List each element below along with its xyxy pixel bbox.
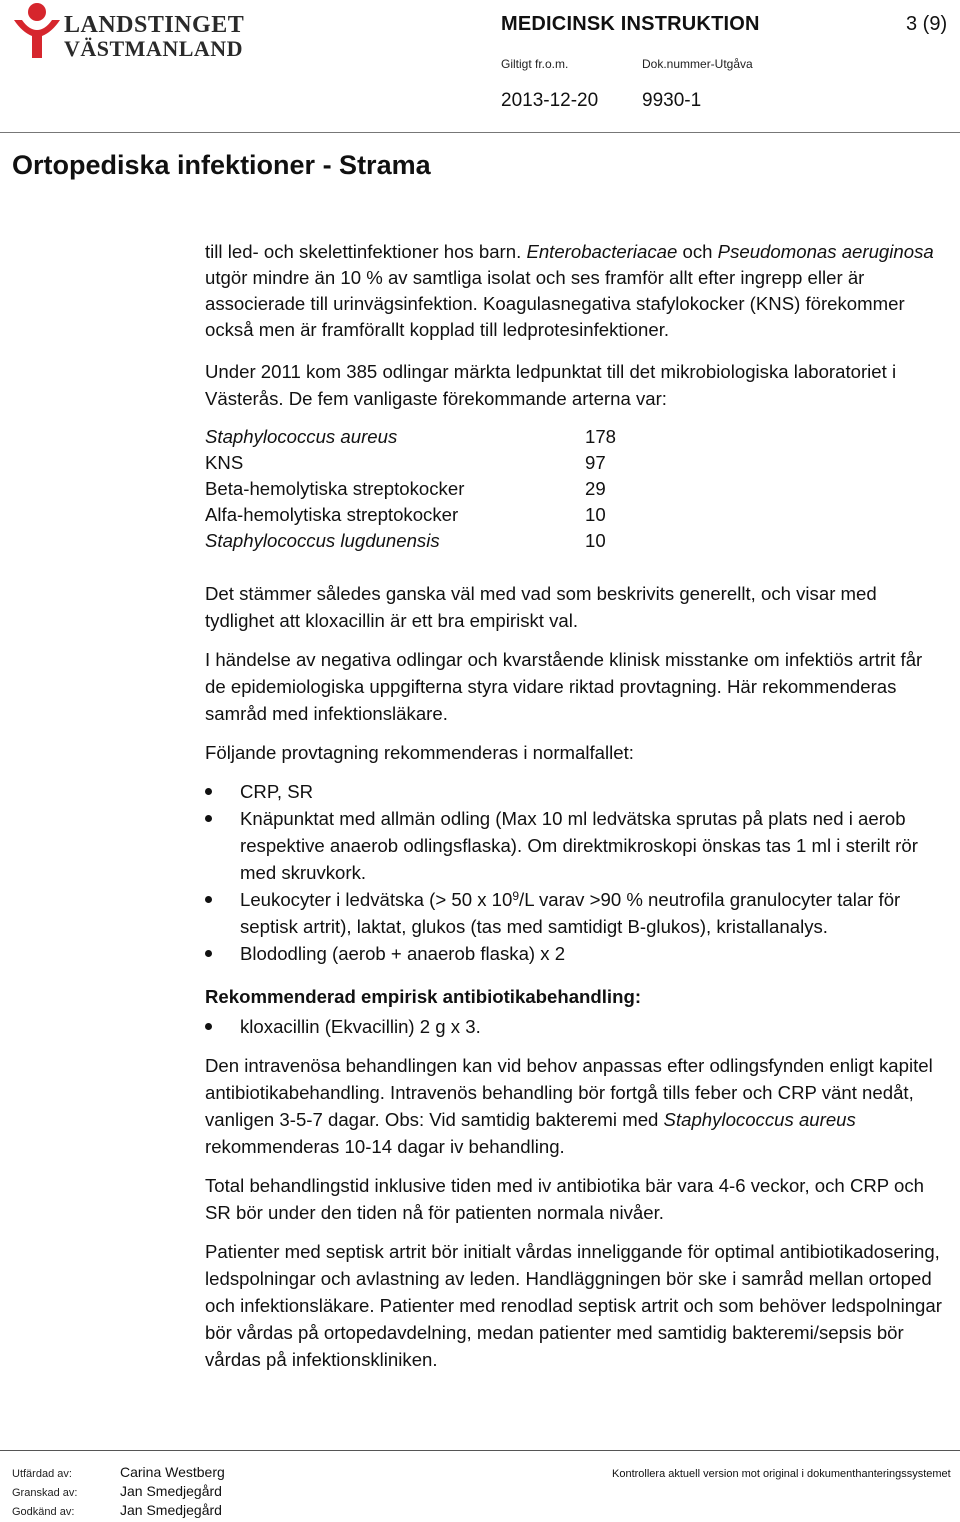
organism-name: Enterobacteriacae [526, 241, 678, 262]
approved-by-label: Godkänd av: [12, 1506, 75, 1518]
reviewed-by-label: Granskad av: [12, 1487, 78, 1499]
paragraph-negative-cultures: I händelse av negativa odlingar och kvarstående klinisk misstanke om infektiös artrit får de epidemiologiska uppgifterna styra vidare riktad provtagning. Här rekommenderas samråd med infektionsläkare. [205, 649, 923, 724]
species-count: 97 [585, 452, 606, 473]
species-name: Staphylococcus lugdunensis [205, 530, 440, 551]
valid-from-label: Giltigt fr.o.m. [501, 57, 569, 71]
species-name: Staphylococcus aureus [205, 426, 398, 447]
section-heading: Rekommenderad empirisk antibiotikabehandling: [205, 986, 642, 1007]
paragraph-duration: Total behandlingstid inklusive tiden med iv antibiotika bär vara 4-6 veckor, och CRP och SR bör under den tiden nå för patienten normala nivåer. [205, 1175, 925, 1223]
footer-version-note: Kontrollera aktuell version mot original i dokumenthanteringssystemet [612, 1468, 951, 1480]
bullet-icon [205, 815, 212, 822]
reviewed-by-name: Jan Smedjegård [120, 1483, 222, 1499]
document-type: MEDICINSK INSTRUKTION [501, 13, 760, 35]
organism-name: Pseudomonas aeruginosa [717, 241, 934, 262]
paragraph-iv-treatment: Den intravenösa behandlingen kan vid behov anpassas efter odlingsfynden enligt kapitel antibiotikabehandling. Intravenös behandling bör fortgå tills feber och CRP vänt nedåt, vanligen 3-5-7 dagar. Obs: Vid samtidig bakteremi med Staphylococcus aureus rekommenderas 10-14 dagar iv behandling. [205, 1055, 933, 1157]
approved-by-name: Jan Smedjegård [120, 1502, 222, 1518]
page-number: 3 (9) [906, 13, 948, 35]
bullet-icon [205, 896, 212, 903]
bullet-icon [205, 788, 212, 795]
list-item: Blododling (aerob + anaerob flaska) x 2 [240, 943, 566, 964]
issued-by-label: Utfärdad av: [12, 1468, 72, 1480]
logo-text-line1: LANDSTINGET [64, 12, 245, 38]
list-item: CRP, SR [240, 781, 314, 802]
species-name: Alfa-hemolytiska streptokocker [205, 504, 459, 525]
species-name: KNS [205, 452, 244, 473]
paragraph-inpatient: Patienter med septisk artrit bör initialt vårdas inneliggande för optimal antibiotikadosering, ledspolningar och avlastning av leden. Handläggningen bör ske i samråd mellan ortoped och infektionsläkare. Patienter med renodlad septisk artrit och som behöver ledspolningar bör vårdas på ortopedavdelning, medan patienter med samtidig bakteremi/sepsis bör vårdas på infektionskliniken. [205, 1241, 942, 1370]
page-title: Ortopediska infektioner - Strama [12, 150, 431, 180]
paragraph-conclusion: Det stämmer således ganska väl med vad som beskrivits generellt, och visar med tydlighet att kloxacillin är ett bra empiriskt val. [205, 583, 877, 631]
bullet-icon [205, 950, 212, 957]
document-number-label: Dok.nummer-Utgåva [642, 57, 753, 71]
valid-from-date: 2013-12-20 [501, 90, 599, 111]
list-item: kloxacillin (Ekvacillin) 2 g x 3. [240, 1016, 481, 1037]
species-count: 178 [585, 426, 617, 447]
document-number: 9930-1 [642, 90, 702, 111]
landstinget-logo-icon [12, 2, 62, 60]
header-divider [0, 132, 960, 133]
bullet-icon [205, 1023, 212, 1030]
list-item: Knäpunktat med allmän odling (Max 10 ml ledvätska sprutas på plats ned i aerob respektive anaerob odlingsflaska). Om direktmikroskopi önskas tas 1 ml i sterilt rör med skruvkork. [240, 808, 918, 883]
species-count: 10 [585, 530, 606, 551]
list-item: Leukocyter i ledvätska (> 50 x $10^9/L$ varav >90 % neutrofila granulocyter talar för septisk artrit), laktat, glukos (tas med samtidigt B-glukos), kristallanalys. [240, 889, 901, 937]
paragraph-intro: till led- och skelettinfektioner hos barn. Enterobacteriacae och Pseudomonas aeruginosa utgör mindre än 10 % av samtliga isolat och ses framför allt efter ingrepp eller är associerade till urinvägsinfektion. Koagulasnegativa stafylokocker (KNS) förekommer också men är framförallt kopplad till ledprotesinfektioner. [205, 241, 934, 340]
organization-logo [12, 2, 245, 61]
species-count: 10 [585, 504, 606, 525]
species-name: Beta-hemolytiska streptokocker [205, 478, 465, 499]
species-count: 29 [585, 478, 606, 499]
organism-name: Staphylococcus aureus [663, 1109, 856, 1130]
footer-divider [0, 1450, 960, 1451]
paragraph-cultures: Under 2011 kom 385 odlingar märkta ledpunktat till det mikrobiologiska laboratoriet i Västerås. De fem vanligaste förekommande arterna var: [205, 361, 897, 409]
paragraph-sampling-intro: Följande provtagning rekommenderas i normalfallet: [205, 742, 634, 763]
logo-text-line2: VÄSTMANLAND [64, 36, 244, 61]
issued-by-name: Carina Westberg [120, 1464, 225, 1480]
